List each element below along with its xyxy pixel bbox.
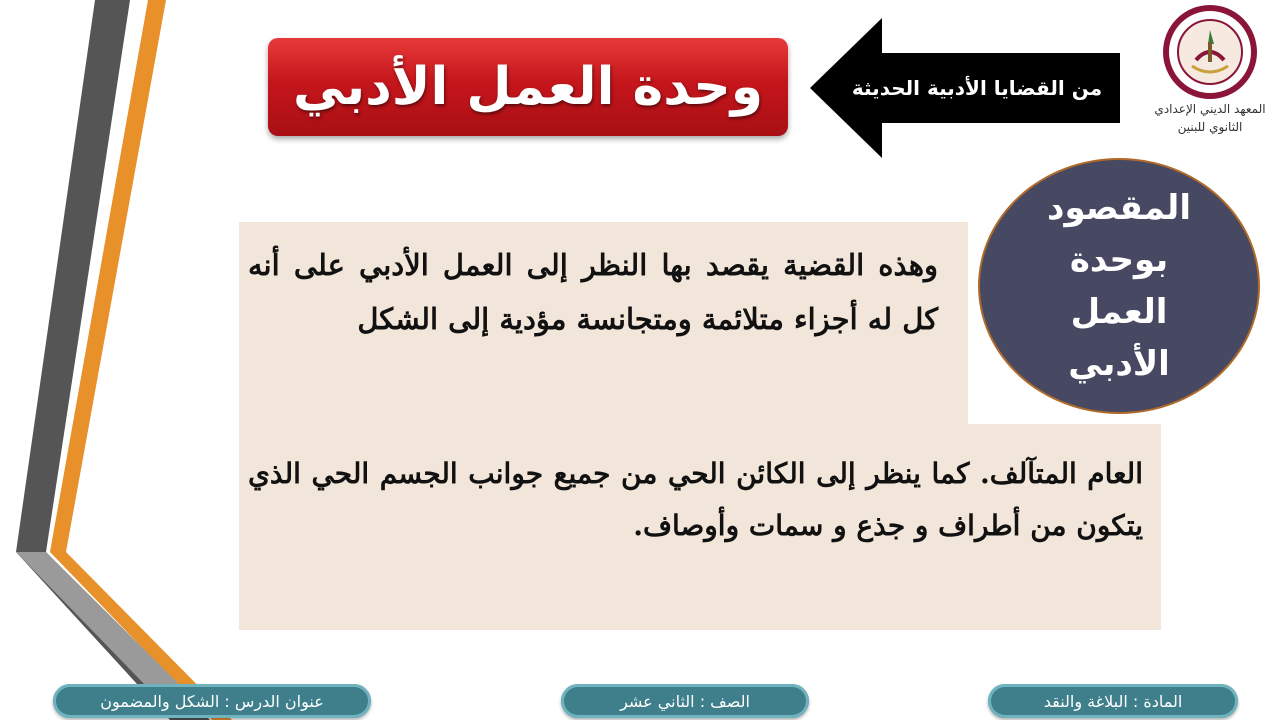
arrow-label: من القضايا الأدبية الحديثة xyxy=(851,76,1103,100)
circle-line: بوحدة xyxy=(1069,240,1169,280)
definition-circle xyxy=(978,158,1260,414)
title-banner xyxy=(268,38,788,136)
qatar-emblem-icon xyxy=(1162,4,1258,100)
definition-circle-text xyxy=(1034,182,1204,390)
light-wedge xyxy=(16,552,185,690)
circle-line: الأدبي xyxy=(1068,344,1170,384)
grade-badge: الصف : الثاني عشر xyxy=(561,684,809,718)
circle-line: العمل xyxy=(1070,292,1168,332)
institution-line2: الثانوي للبنين xyxy=(1177,120,1243,134)
institution-line1: المعهد الديني الإعدادي xyxy=(1154,102,1266,116)
institution-caption xyxy=(1150,100,1270,136)
circle-line: المقصود xyxy=(1047,188,1191,228)
definition-paragraph-1: وهذه القضية يقصد بها النظر إلى العمل الأدبي على أنه كل له أجزاء متلائمة ومتجانسة مؤدية إلى الشكل xyxy=(248,248,938,336)
subject-badge: المادة : البلاغة والنقد xyxy=(988,684,1238,718)
page-title: وحدة العمل الأدبي xyxy=(292,57,764,117)
lesson-title-badge: عنوان الدرس : الشكل والمضمون xyxy=(53,684,371,718)
definition-paragraph-2: العام المتآلف. كما ينظر إلى الكائن الحي من جميع جوانب الجسم الحي الذي يتكون من أطراف و جذع و سمات وأوصاف. xyxy=(248,457,1143,542)
